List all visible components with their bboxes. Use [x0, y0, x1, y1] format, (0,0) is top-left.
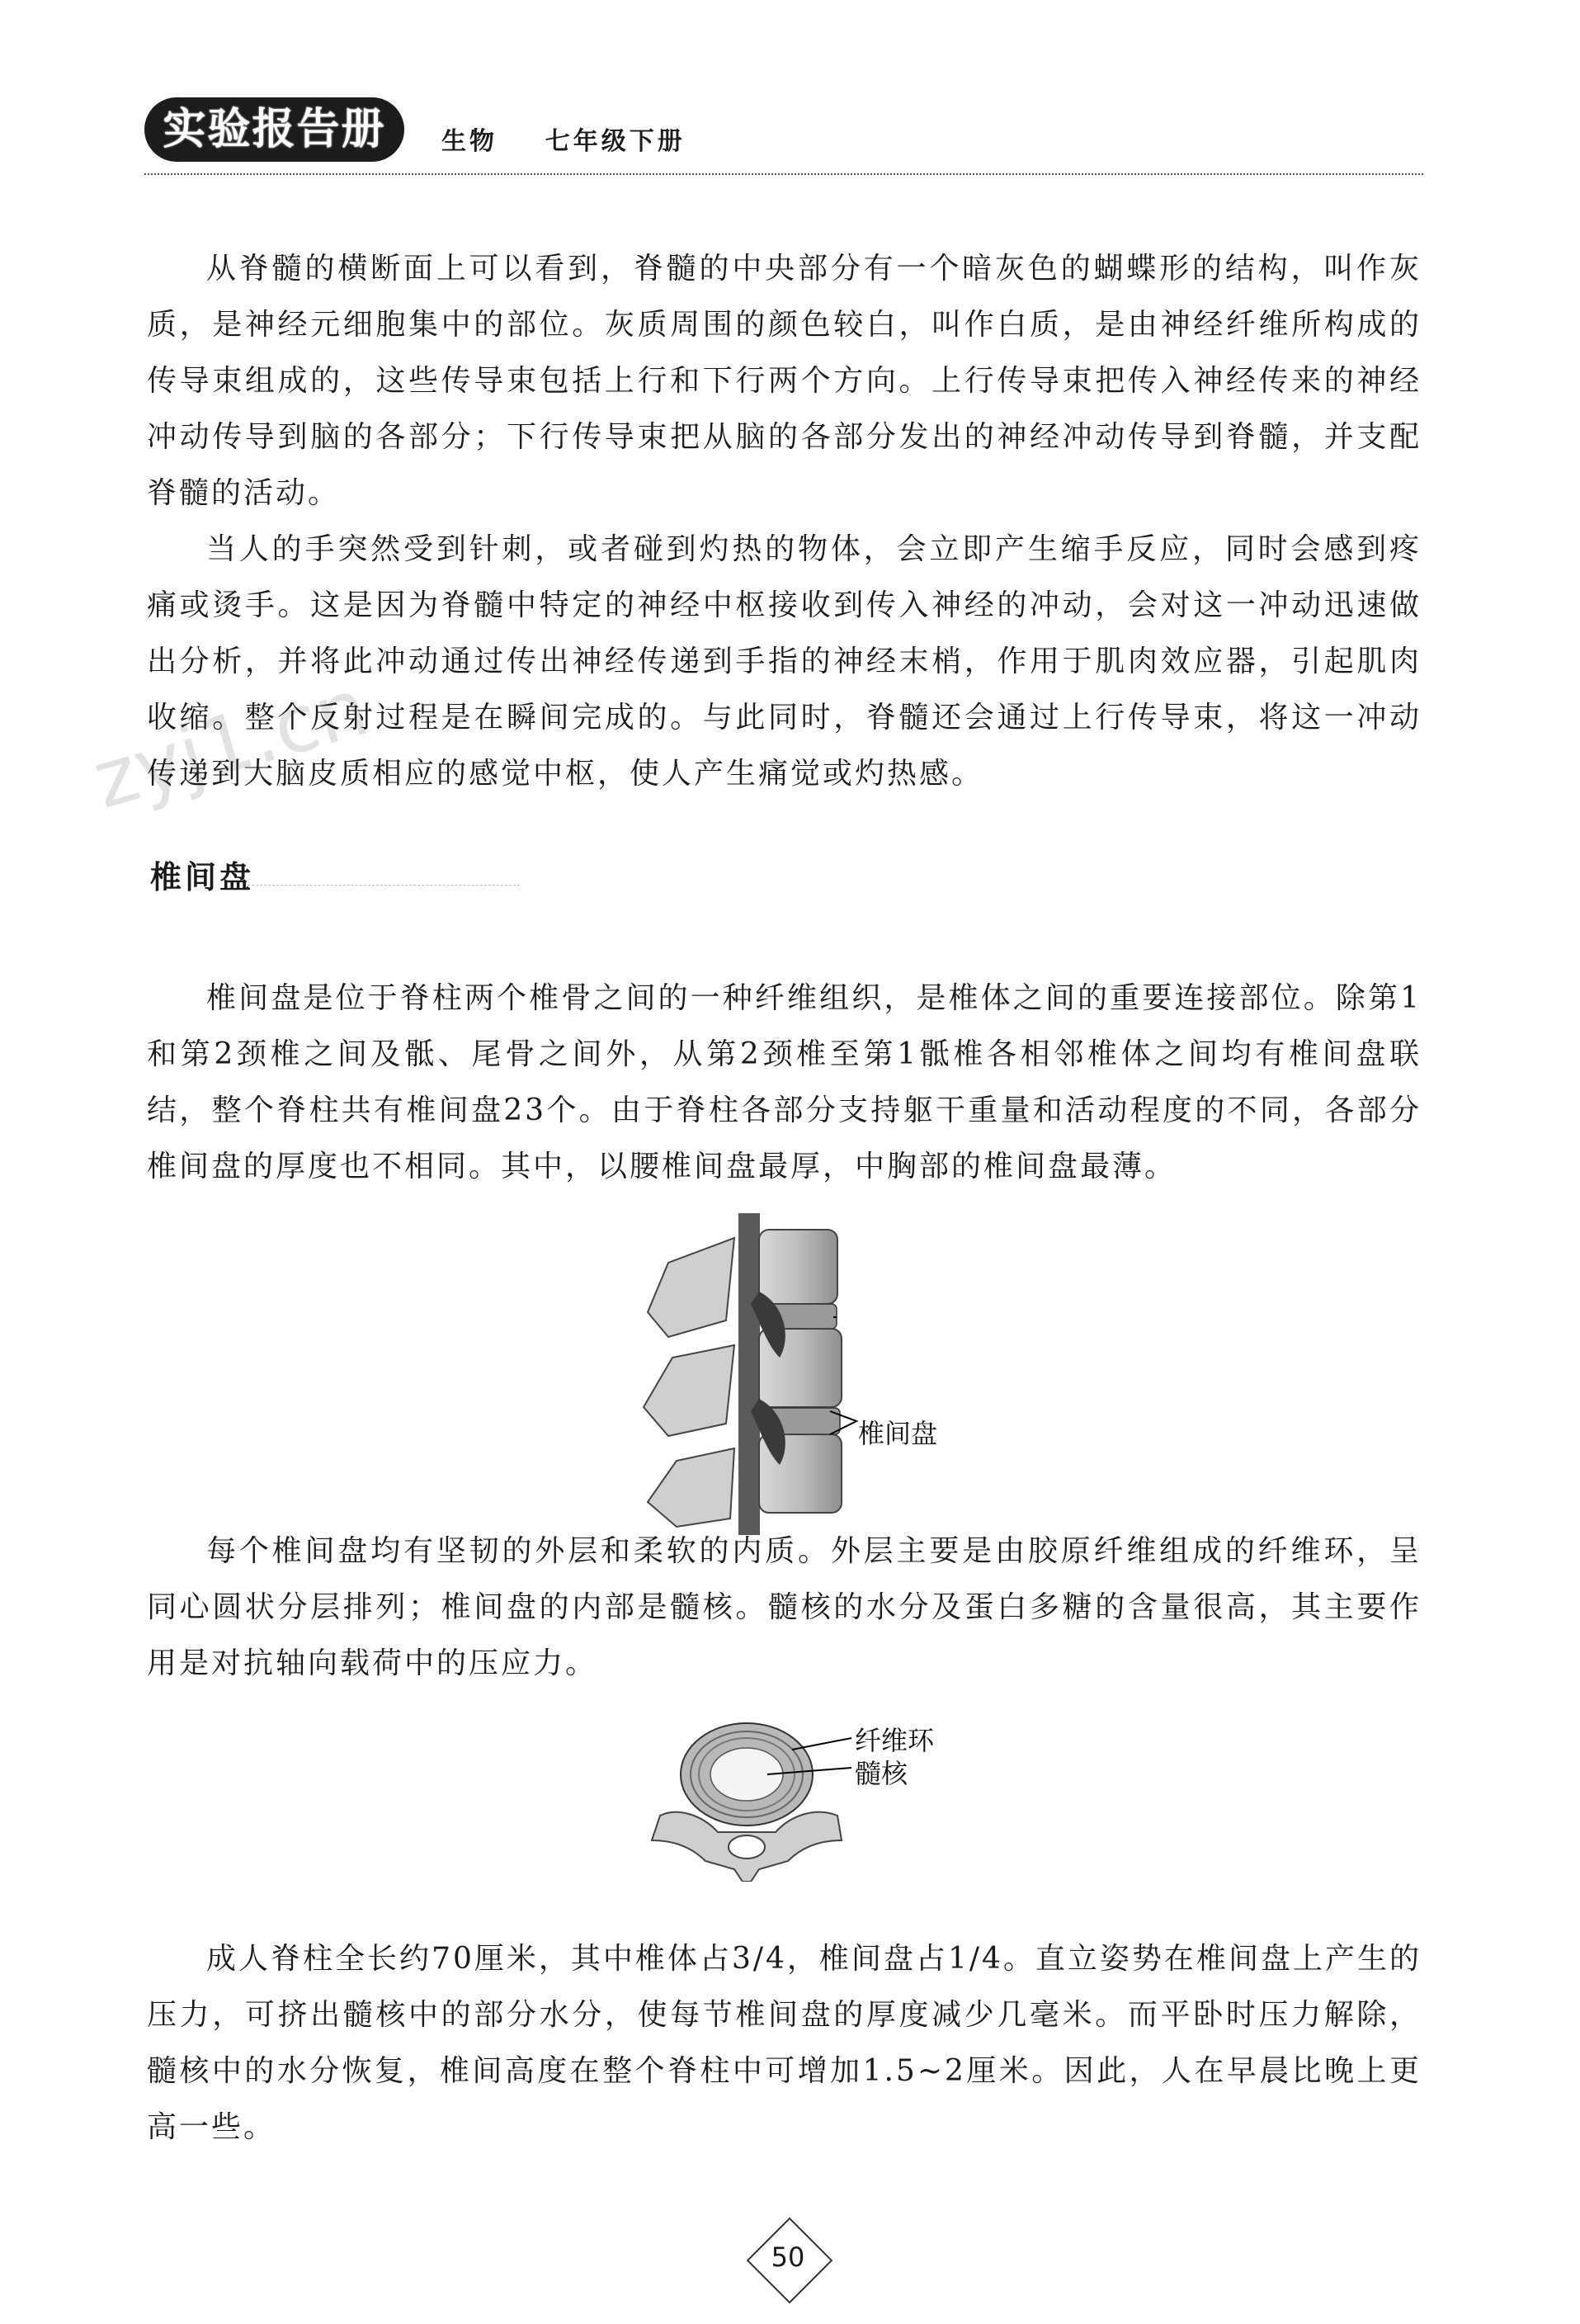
header-divider: [144, 173, 1423, 175]
section-title-rule: [248, 885, 520, 886]
paragraph-spinal-cross-section: 从脊髓的横断面上可以看到，脊髓的中央部分有一个暗灰色的蝴蝶形的结构，叫作灰质，是神经元细胞集中的部位。灰质周围的颜色较白，叫作白质，是由神经纤维所构成的传导束组成的，这些传导束包括上行和下行两个方向。上行传导束把传入神经传来的神经冲动传导到脑的各部分；下行传导束把从脑的各部分发出的神经冲动传导到脊髓，并支配脊髓的活动。: [147, 252, 1422, 510]
paragraph-disc-intro: 椎间盘是位于脊柱两个椎骨之间的一种纤维组织，是椎体之间的重要连接部位。除第1和第2颈椎之间及骶、尾骨之间外，从第2颈椎至第1骶椎各相邻椎体之间均有椎间盘联结，整个脊柱共有椎间盘23个。由于脊柱各部分支持躯干重量和活动程度的不同，各部分椎间盘的厚度也不相同。其中，以腰椎间盘最厚，中胸部的椎间盘最薄。: [147, 981, 1422, 1183]
spine-figure-label: 椎间盘: [858, 1418, 938, 1449]
paragraph-spine-length: 成人脊柱全长约70厘米，其中椎体占3/4，椎间盘占1/4。直立姿势在椎间盘上产生的压力，可挤出髓核中的部分水分，使每节椎间盘的厚度减少几毫米。而平卧时压力解除，髓核中的水分恢复，椎间高度在整个脊柱中可增加1.5~2厘米。因此，人在早晨比晚上更高一些。: [147, 1942, 1422, 2144]
spine-illustration: [635, 1213, 858, 1535]
subject-grade: 生物 七年级下册: [441, 127, 686, 156]
watermark: zyj1.cn: [83, 660, 378, 827]
page-header: [144, 97, 1423, 172]
paragraph-disc-structure: 每个椎间盘均有坚韧的外层和柔软的内质。外层主要是由胶原纤维组成的纤维环，呈同心圆状分层排列；椎间盘的内部是髓核。髓核的水分及蛋白多糖的含量很高，其主要作用是对抗轴向载荷中的压应力。: [147, 1534, 1422, 1680]
disc-illustration: [635, 1717, 858, 1882]
page-number: 50: [771, 2241, 805, 2273]
section-title: 椎间盘: [150, 859, 255, 895]
disc-label-annulus: 纤维环: [855, 1725, 935, 1756]
paragraph-reflex: 当人的手突然受到针刺，或者碰到灼热的物体，会立即产生缩手反应，同时会感到疼痛或烫手。这是因为脊髓中特定的神经中枢接收到传入神经的冲动，会对这一冲动迅速做出分析，并将此冲动通过传出神经传递到手指的神经末梢，作用于肌肉效应器，引起肌肉收缩。整个反射过程是在瞬间完成的。与此同时，脊髓还会通过上行传导束，将这一冲动传递到大脑皮质相应的感觉中枢，使人产生痛觉或灼热感。: [147, 532, 1422, 791]
book-title: 实验报告册: [163, 105, 386, 154]
disc-label-nucleus: 髓核: [855, 1758, 908, 1789]
